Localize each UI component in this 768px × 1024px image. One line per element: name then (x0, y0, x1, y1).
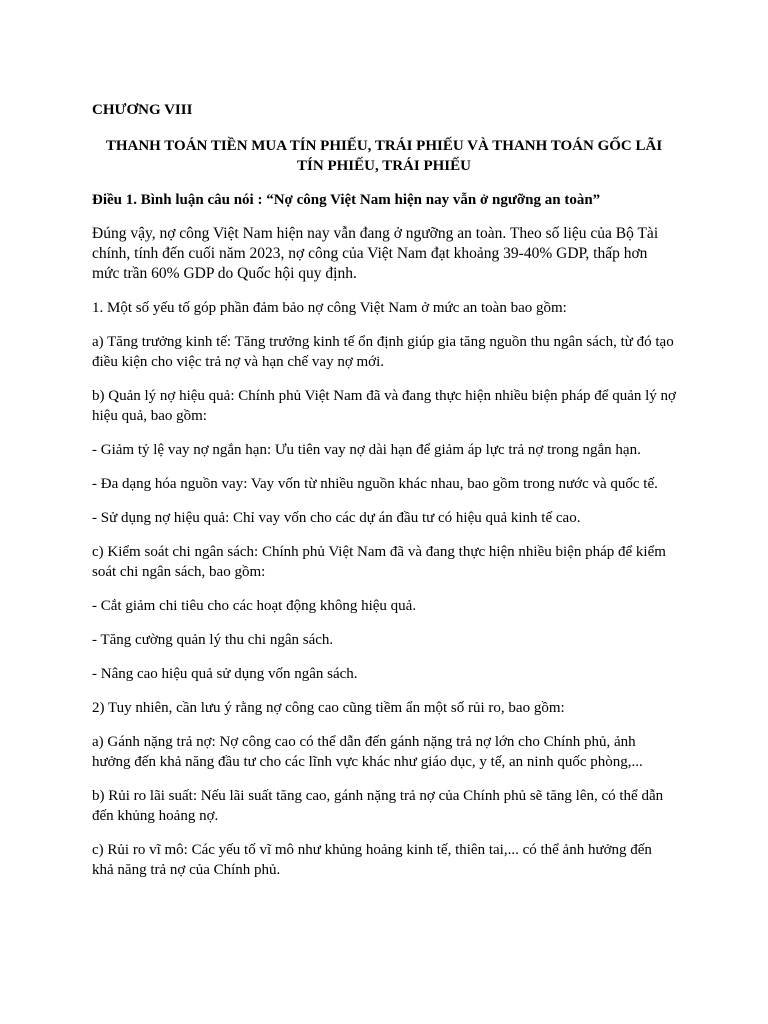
chapter-title-line-2: TÍN PHIẾU, TRÁI PHIẾU (297, 158, 471, 174)
paragraph-section-2: 2) Tuy nhiên, cần lưu ý rằng nợ công cao cũng tiềm ẩn một số rủi ro, bao gồm: (92, 700, 565, 716)
chapter-heading: CHƯƠNG VIII (92, 102, 193, 118)
paragraph-intro: Đúng vậy, nợ công Việt Nam hiện nay vẫn đang ở ngưỡng an toàn. Theo số liệu của Bộ Tài chính, tính đến cuối năm 2023, nợ công của Việt Nam đạt khoảng 39-40% GDP, thấp hơn mức trần 60% GDP do Quốc hội quy định. (92, 225, 659, 282)
paragraph-1a: a) Tăng trưởng kinh tế: Tăng trưởng kinh tế ổn định giúp gia tăng nguồn thu ngân sách, từ đó tạo điều kiện cho việc trả nợ và hạn chế vay nợ mới. (92, 334, 674, 370)
paragraph-2a: a) Gánh nặng trả nợ: Nợ công cao có thể dẫn đến gánh nặng trả nợ lớn cho Chính phủ, ảnh hưởng đến khả năng đầu tư cho các lĩnh vực khác như giáo dục, y tế, an ninh quốc phòng,... (92, 734, 643, 770)
chapter-title (92, 136, 676, 176)
paragraph-1c: c) Kiểm soát chi ngân sách: Chính phủ Việt Nam đã và đang thực hiện nhiều biện pháp để kiểm soát chi ngân sách, bao gồm: (92, 544, 666, 580)
bullet-item: - Đa dạng hóa nguồn vay: Vay vốn từ nhiều nguồn khác nhau, bao gồm trong nước và quốc tế. (92, 476, 658, 492)
chapter-title-line-1: THANH TOÁN TIỀN MUA TÍN PHIẾU, TRÁI PHIẾU VÀ THANH TOÁN GỐC LÃI (105, 138, 663, 154)
article-heading: Điều 1. Bình luận câu nói : “Nợ công Việt Nam hiện nay vẫn ở ngưỡng an toàn” (92, 192, 601, 208)
paragraph-2c: c) Rủi ro vĩ mô: Các yếu tố vĩ mô như khủng hoảng kinh tế, thiên tai,... có thể ảnh hưởng đến khả năng trả nợ của Chính phủ. (92, 842, 652, 878)
paragraph-2b: b) Rủi ro lãi suất: Nếu lãi suất tăng cao, gánh nặng trả nợ của Chính phủ sẽ tăng lên, có thể dẫn đến khủng hoảng nợ. (92, 788, 664, 824)
paragraph-section-1: 1. Một số yếu tố góp phần đảm bảo nợ công Việt Nam ở mức an toàn bao gồm: (92, 300, 567, 316)
bullet-item: - Tăng cường quản lý thu chi ngân sách. (92, 632, 334, 648)
bullet-item: - Sử dụng nợ hiệu quả: Chỉ vay vốn cho các dự án đầu tư có hiệu quả kinh tế cao. (92, 510, 581, 526)
paragraph-1b: b) Quản lý nợ hiệu quả: Chính phủ Việt Nam đã và đang thực hiện nhiều biện pháp để quản lý nợ hiệu quả, bao gồm: (92, 388, 676, 424)
bullet-item: - Cắt giảm chi tiêu cho các hoạt động không hiệu quả. (92, 598, 417, 614)
bullet-item: - Nâng cao hiệu quả sử dụng vốn ngân sách. (92, 666, 358, 682)
bullet-item: - Giảm tỷ lệ vay nợ ngắn hạn: Ưu tiên vay nợ dài hạn để giảm áp lực trả nợ trong ngắn hạn. (92, 442, 641, 458)
